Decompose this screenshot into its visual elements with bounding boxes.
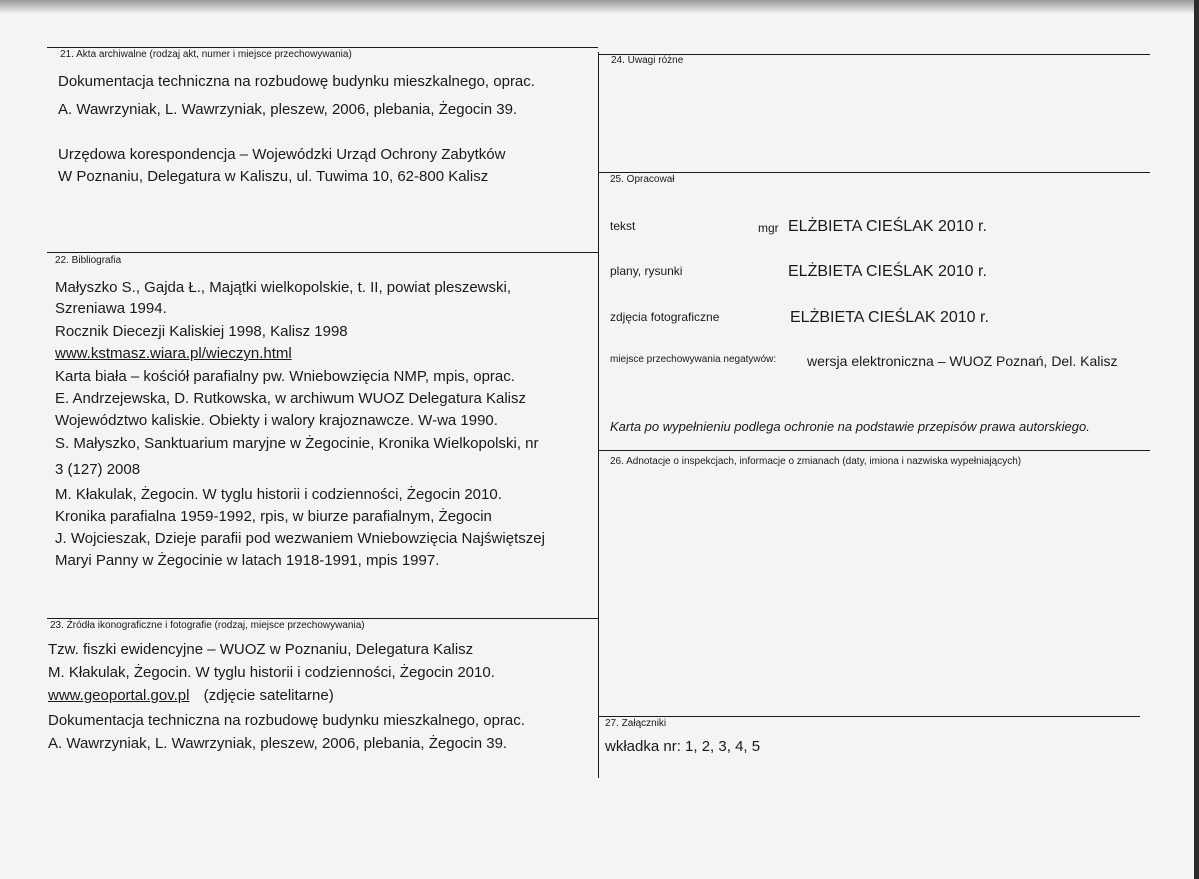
plany-value: ELŻBIETA CIEŚLAK 2010 r. bbox=[788, 263, 987, 280]
zdjecia-value: ELŻBIETA CIEŚLAK 2010 r. bbox=[790, 309, 989, 326]
section-25-header: 25. Opracował bbox=[610, 174, 675, 185]
rule-25-top bbox=[598, 172, 1150, 173]
negatywy-value: wersja elektroniczna – WUOZ Poznań, Del. Kalisz bbox=[807, 353, 1118, 369]
s23-line-4: Dokumentacja techniczna na rozbudowę budynku mieszkalnego, oprac. bbox=[48, 712, 525, 729]
scan-right-edge bbox=[1194, 0, 1199, 879]
s22-line-1: Małyszko S., Gajda Ł., Majątki wielkopolskie, t. II, powiat pleszewski, bbox=[55, 279, 512, 296]
s22-line-11: Kronika parafialna 1959-1992, rpis, w biurze parafialnym, Żegocin bbox=[55, 508, 492, 525]
copyright-note: Karta po wypełnieniu podlega ochronie na podstawie przepisów prawa autorskiego. bbox=[610, 419, 1090, 434]
s22-line-6: E. Andrzejewska, D. Rutkowska, w archiwum WUOZ Delegatura Kalisz bbox=[55, 390, 526, 407]
attachments-value: wkładka nr: 1, 2, 3, 4, 5 bbox=[605, 738, 761, 755]
rule-21-top bbox=[47, 47, 598, 48]
s22-link-kstmasz[interactable]: www.kstmasz.wiara.pl/wieczyn.html bbox=[55, 345, 292, 362]
rule-27-top bbox=[598, 716, 1140, 717]
s21-line-4: W Poznaniu, Delegatura w Kaliszu, ul. Tuwima 10, 62-800 Kalisz bbox=[58, 168, 489, 185]
tekst-label: tekst bbox=[610, 219, 636, 233]
section-26-header: 26. Adnotacje o inspekcjach, informacje o zmianach (daty, imiona i nazwiska wypełniających) bbox=[610, 456, 1022, 467]
s21-line-1: Dokumentacja techniczna na rozbudowę budynku mieszkalnego, oprac. bbox=[58, 73, 535, 90]
s23-line-5: A. Wawrzyniak, L. Wawrzyniak, pleszew, 2006, plebania, Żegocin 39. bbox=[48, 735, 508, 752]
section-24-header: 24. Uwagi różne bbox=[611, 55, 684, 66]
s23-link-geoportal[interactable]: www.geoportal.gov.pl bbox=[48, 687, 190, 704]
s22-line-5: Karta biała – kościół parafialny pw. Wniebowzięcia NMP, mpis, oprac. bbox=[55, 368, 515, 385]
s22-line-12: J. Wojcieszak, Dzieje parafii pod wezwaniem Wniebowzięcia Najświętszej bbox=[55, 530, 545, 547]
s22-line-7: Województwo kaliskie. Obiekty i walory krajoznawcze. W-wa 1990. bbox=[55, 412, 498, 429]
scan-top-edge bbox=[0, 0, 1199, 14]
plany-label: plany, rysunki bbox=[610, 264, 683, 278]
tekst-prefix: mgr bbox=[758, 221, 779, 235]
s23-line-1: Tzw. fiszki ewidencyjne – WUOZ w Poznaniu, Delegatura Kalisz bbox=[48, 641, 474, 658]
zdjecia-label: zdjęcia fotograficzne bbox=[610, 310, 720, 324]
s23-line-3-note: (zdjęcie satelitarne) bbox=[203, 687, 334, 704]
tekst-value: ELŻBIETA CIEŚLAK 2010 r. bbox=[788, 218, 987, 235]
s21-line-3: Urzędowa korespondencja – Wojewódzki Urząd Ochrony Zabytków bbox=[58, 146, 506, 163]
column-divider bbox=[598, 52, 599, 778]
s22-line-9: 3 (127) 2008 bbox=[55, 461, 141, 478]
rule-26-top bbox=[598, 450, 1150, 451]
section-22-header: 22. Bibliografia bbox=[55, 255, 122, 266]
negatywy-label: miejsce przechowywania negatywów: bbox=[610, 354, 777, 365]
s22-line-8: S. Małyszko, Sanktuarium maryjne w Żegocinie, Kronika Wielkopolski, nr bbox=[55, 435, 539, 452]
rule-22-top bbox=[47, 252, 598, 253]
section-21-header: 21. Akta archiwalne (rodzaj akt, numer i miejsce przechowywania) bbox=[60, 49, 352, 60]
s23-line-3 bbox=[48, 686, 334, 706]
s22-line-10: M. Kłakulak, Żegocin. W tyglu historii i codzienności, Żegocin 2010. bbox=[55, 486, 502, 503]
section-23-header: 23. Źródła ikonograficzne i fotografie (rodzaj, miejsce przechowywania) bbox=[50, 620, 365, 631]
s22-line-3: Rocznik Diecezji Kaliskiej 1998, Kalisz 1998 bbox=[55, 323, 348, 340]
s22-line-13: Maryi Panny w Żegocinie w latach 1918-1991, mpis 1997. bbox=[55, 552, 440, 569]
s22-line-2: Szreniawa 1994. bbox=[55, 300, 167, 317]
rule-23-top bbox=[47, 618, 598, 619]
section-27-header: 27. Załączniki bbox=[605, 718, 667, 729]
s23-line-2: M. Kłakulak, Żegocin. W tyglu historii i codzienności, Żegocin 2010. bbox=[48, 664, 495, 681]
s21-line-2: A. Wawrzyniak, L. Wawrzyniak, pleszew, 2006, plebania, Żegocin 39. bbox=[58, 101, 518, 118]
